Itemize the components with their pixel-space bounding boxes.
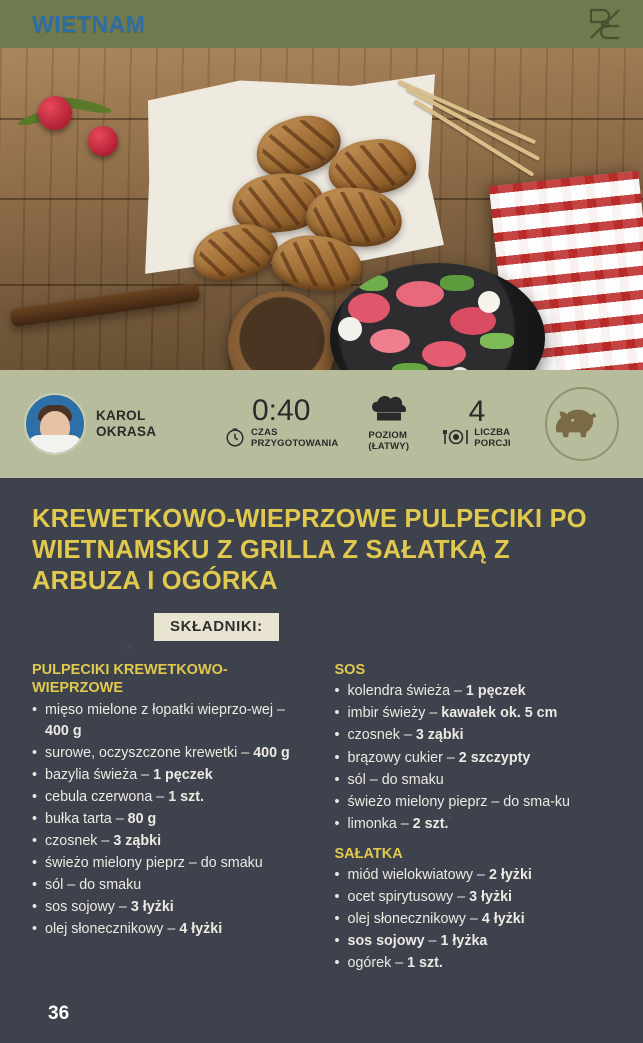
list-item: • świeżo mielony pieprz – do sma-ku <box>335 792 612 813</box>
ingredient-column-left <box>32 661 309 974</box>
level-label-1: POZIOM <box>368 429 408 441</box>
recipe-body <box>0 478 643 1043</box>
list-item: • brązowy cukier – 2 szczypty <box>335 748 612 769</box>
ingredient-list <box>32 700 309 940</box>
knot-ornament-icon <box>583 2 627 46</box>
chef-name: KAROL OKRASA <box>96 408 157 439</box>
group-heading: PULPECIKI KREWETKOWO-WIEPRZOWE <box>32 662 228 697</box>
country-title: WIETNAM <box>32 10 146 37</box>
list-item: • sos sojowy – 3 łyżki <box>32 897 309 918</box>
chef-avatar <box>24 393 86 455</box>
chef-block <box>24 393 188 455</box>
pig-icon <box>545 387 619 461</box>
group-heading: SOS <box>334 662 366 679</box>
ingredient-column-right <box>335 661 612 974</box>
prep-time-value: 0:40 <box>252 393 311 427</box>
list-item: • surowe, oczyszczone krewetki – 400 g <box>32 743 309 764</box>
list-item: • cebula czerwona – 1 szt. <box>32 787 309 808</box>
list-item: • mięso mielone z łopatki wieprzo-wej – 400 g <box>32 700 309 742</box>
portions-value: 4 <box>468 394 486 428</box>
portions-metric <box>443 394 511 452</box>
ingredient-list <box>335 865 612 974</box>
list-item: • olej słonecznikowy – 4 łyżki <box>32 919 309 940</box>
list-item: • olej słonecznikowy – 4 łyżki <box>335 909 612 930</box>
level-label-2: (ŁATWY) <box>368 440 410 452</box>
list-item: • świeżo mielony pieprz – do smaku <box>32 853 309 874</box>
page-number: 36 <box>48 1003 70 1024</box>
list-item: • sól – do smaku <box>335 770 612 791</box>
group-heading: SAŁATKA <box>334 845 403 862</box>
list-item: • ogórek – 1 szt. <box>335 953 612 974</box>
header-band <box>0 0 643 48</box>
ingredient-list <box>335 681 612 834</box>
list-item: • sól – do smaku <box>32 875 309 896</box>
list-item: • miód wielokwiatowy – 2 łyżki <box>335 865 612 886</box>
portions-label-2: PORCJI <box>474 438 511 449</box>
ingredients-tag: SKŁADNIKI: <box>154 613 279 641</box>
prep-time-label-2: PRZYGOTOWANIA <box>251 438 339 449</box>
list-item: • ocet spirytusowy – 3 łyżki <box>335 887 612 908</box>
list-item: • czosnek – 3 ząbki <box>335 725 612 746</box>
list-item: • limonka – 2 szt. <box>335 814 612 835</box>
list-item: • kolendra świeża – 1 pęczek <box>335 681 612 702</box>
plate-cutlery-icon <box>443 427 469 452</box>
level-metric <box>368 396 409 452</box>
radish <box>88 126 118 156</box>
clock-icon <box>224 426 246 453</box>
portions-label-1: LICZBA <box>474 427 511 439</box>
prep-time-metric <box>224 393 339 453</box>
radish <box>38 96 72 130</box>
list-item: • bazylia świeża – 1 pęczek <box>32 765 309 786</box>
recipe-photo <box>0 48 643 370</box>
list-item: • sos sojowy – 1 łyżka <box>335 931 612 952</box>
prep-time-label-1: CZAS <box>251 427 278 439</box>
list-item: • bułka tarta – 80 g <box>32 809 309 830</box>
recipe-title: KREWETKOWO-WIEPRZOWE PULPECIKI PO WIETNAMSKU Z GRILLA Z SAŁATKĄ Z ARBUZA I OGÓRKA <box>32 505 587 596</box>
info-bar <box>0 370 643 478</box>
list-item: • czosnek – 3 ząbki <box>32 831 309 852</box>
list-item: • imbir świeży – kawałek ok. 5 cm <box>335 703 612 724</box>
chef-hat-icon <box>372 396 406 427</box>
ingredient-columns <box>32 661 611 974</box>
